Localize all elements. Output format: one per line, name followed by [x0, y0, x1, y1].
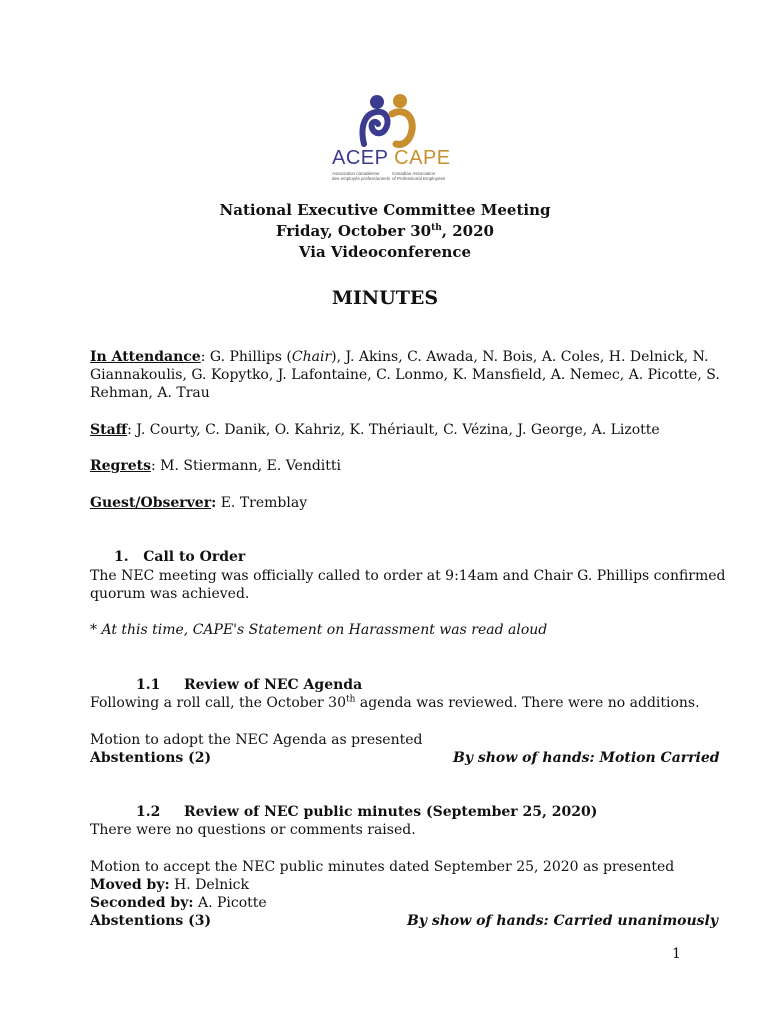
attendance-line-2: Giannakoulis, G. Kopytko, J. Lafontaine, C. Lonmo, K. Mansfield, A. Nemec, A. Picotte, S.: [90, 367, 720, 383]
attendance-label: In Attendance: [90, 349, 201, 365]
logo-en-line1: Canadian Association: [392, 171, 436, 176]
logo-wordmark: [332, 147, 451, 170]
section-1-2-number: 1.2: [136, 804, 161, 820]
people-figures-icon: [330, 92, 460, 148]
section-1-2-motion: Motion to accept the NEC public minutes dated September 25, 2020 as presented: [90, 859, 675, 875]
regrets-label: Regrets: [90, 458, 151, 474]
section-1-text-1: The NEC meeting was officially called to order at 9:14am and Chair G. Phillips confirmed: [90, 568, 726, 584]
seconded-by-line: Seconded by: A. Picotte: [90, 895, 267, 911]
logo-en-line2: of Professional Employees: [392, 176, 446, 181]
staff-label: Staff: [90, 422, 128, 438]
section-1-2-title: Review of NEC public minutes (September 25, 2020): [184, 804, 598, 820]
section-1-2-abstentions: Abstentions (3): [90, 913, 212, 929]
guest-line: Guest/Observer: E. Tremblay: [90, 495, 308, 511]
section-1-1-number: 1.1: [136, 677, 161, 693]
page-number: 1: [672, 946, 681, 962]
moved-by-line: Moved by: H. Delnick: [90, 877, 250, 893]
section-1-1-abstentions: Abstentions (2): [90, 750, 212, 766]
section-1-text-2: quorum was achieved.: [90, 586, 250, 602]
document-heading: MINUTES: [331, 287, 439, 309]
meeting-venue: Via Videoconference: [298, 243, 472, 261]
section-1-heading: 1. Call to Order: [114, 549, 246, 565]
attendance-line-1: In Attendance: G. Phillips (Chair), J. Akins, C. Awada, N. Bois, A. Coles, H. Delnick, N.: [90, 349, 709, 365]
logo-acep: ACEP: [332, 147, 389, 169]
section-1-2-text: There were no questions or comments raised.: [90, 822, 416, 838]
logo-fr-line2: des employés professionnels: [332, 176, 391, 181]
staff-line: Staff: J. Courty, C. Danik, O. Kahriz, K. Thériault, C. Vézina, J. George, A. Lizotte: [90, 422, 660, 438]
section-1-1-text: Following a roll call, the October 30th agenda was reviewed. There were no additions.: [90, 694, 700, 711]
logo-fr-line1: Association canadienne: [332, 171, 380, 176]
logo-cape: CAPE: [394, 147, 451, 169]
regrets-line: Regrets: M. Stiermann, E. Venditti: [90, 458, 342, 474]
section-1-2-result: By show of hands: Carried unanimously: [407, 913, 718, 929]
meeting-title: National Executive Committee Meeting: [219, 201, 551, 219]
section-1-1-result: By show of hands: Motion Carried: [453, 750, 720, 766]
harassment-note: * At this time, CAPE's Statement on Harassment was read aloud: [90, 622, 548, 638]
logo-subtitle: [332, 171, 452, 181]
section-1-1-title: Review of NEC Agenda: [184, 677, 363, 693]
meeting-date: Friday, October 30th, 2020: [276, 222, 494, 240]
section-1-1-motion: Motion to adopt the NEC Agenda as presented: [90, 732, 423, 748]
attendance-line-3: Rehman, A. Trau: [90, 385, 210, 401]
guest-label: Guest/Observer: [90, 495, 212, 511]
